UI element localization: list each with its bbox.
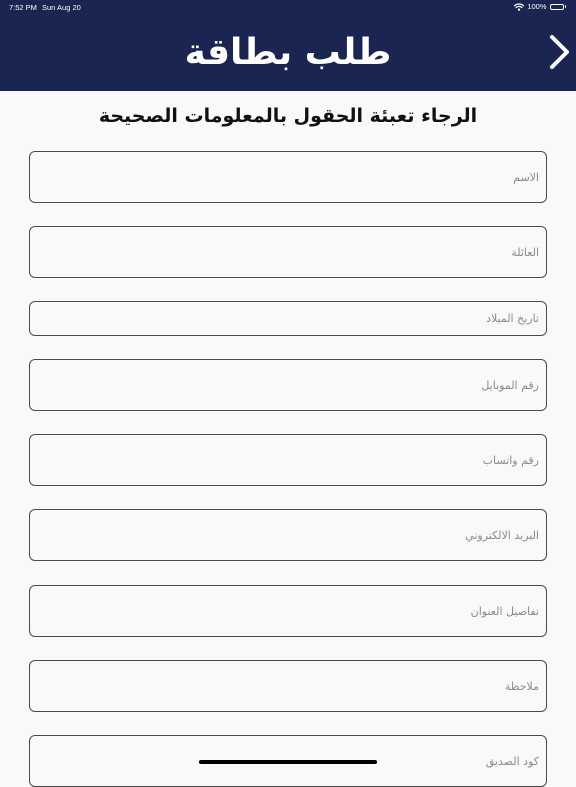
battery-icon xyxy=(550,4,567,10)
page-title: طلب بطاقة xyxy=(184,32,392,73)
home-indicator xyxy=(199,760,377,764)
status-time: 7:52 PM xyxy=(9,3,37,12)
back-button[interactable] xyxy=(543,30,573,74)
first-name-field[interactable] xyxy=(29,151,547,203)
whatsapp-number-field[interactable] xyxy=(29,434,547,486)
status-bar xyxy=(0,0,576,14)
status-indicators xyxy=(514,2,566,11)
status-date: Sun Aug 20 xyxy=(42,3,81,12)
battery-percent: 100% xyxy=(527,2,547,11)
chevron-right-icon xyxy=(543,30,573,74)
email-field[interactable] xyxy=(29,509,547,561)
wifi-icon xyxy=(514,3,524,11)
header-bar xyxy=(0,0,576,91)
address-details-field[interactable] xyxy=(29,585,547,637)
instructions-heading: الرجاء تعبئة الحقول بالمعلومات الصحيحة xyxy=(98,105,478,127)
mobile-number-field[interactable] xyxy=(29,359,547,411)
note-field[interactable] xyxy=(29,660,547,712)
family-name-field[interactable] xyxy=(29,226,547,278)
birth-date-field[interactable] xyxy=(29,301,547,336)
